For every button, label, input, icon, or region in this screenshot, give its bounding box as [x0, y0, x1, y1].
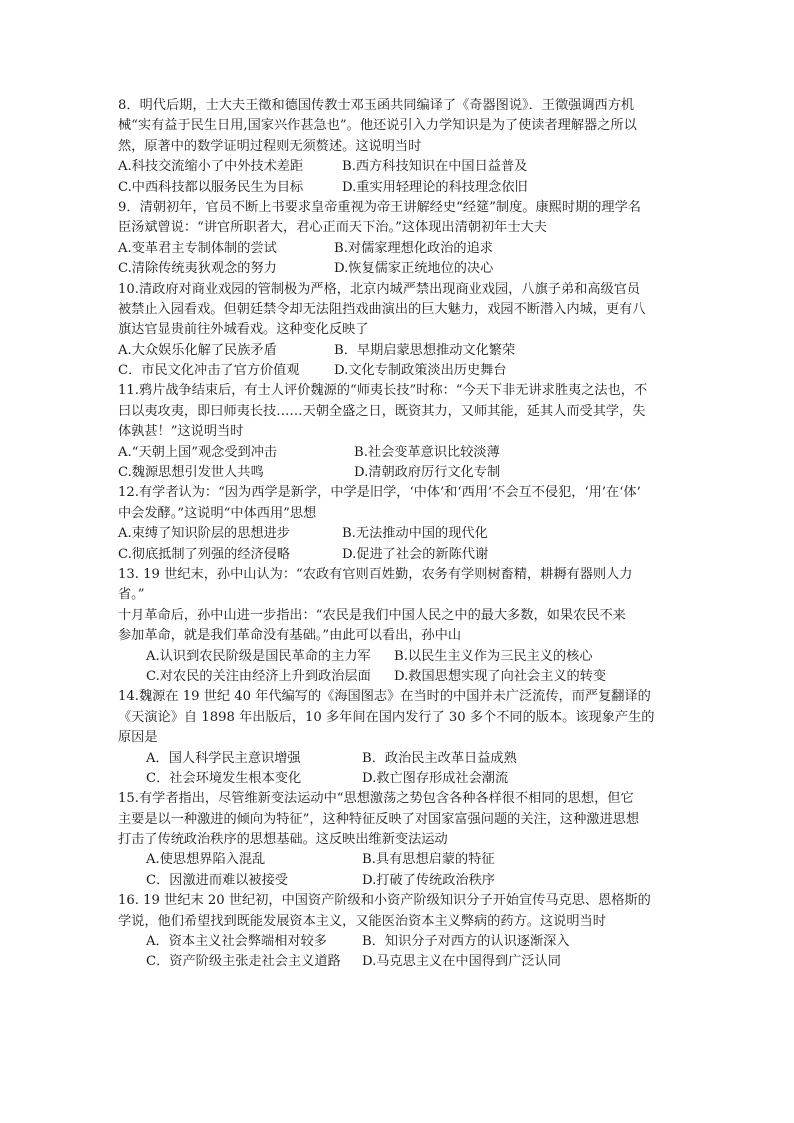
question-10-stem-line: 被禁止入园看戏。但朝廷禁令却无法阻挡戏曲演出的巨大魅力，戏园不断潜入内城，更有八 [118, 301, 646, 317]
question-14-option-b: B．政治民主改革日益成熟 [362, 750, 517, 766]
question-15-options-row [118, 850, 678, 870]
question-14 [118, 687, 678, 789]
question-8-option-d: D.重实用轻理论的科技理念依旧 [342, 179, 528, 195]
question-10-options-row [118, 361, 678, 381]
question-16-options-row [118, 932, 678, 952]
question-12 [118, 483, 678, 565]
question-9-options-row [118, 259, 678, 279]
question-11-options-row [118, 443, 678, 463]
question-10-option-c: C．市民文化冲击了官方价值观 [118, 363, 300, 379]
question-12-option-c: C.彻底抵制了列强的经济侵略 [118, 546, 291, 562]
question-16-options-row [118, 952, 678, 972]
exam-page [118, 96, 678, 973]
question-10-stem-line: 旗达官显贵前往外城看戏。这种变化反映了 [118, 322, 369, 338]
question-9-stem-line: 臣汤斌曾说：“讲官所职者大，君心正而天下治。”这体现出清朝初年士大夫 [118, 220, 547, 236]
question-15-option-c: C．因激进而难以被接受 [146, 872, 288, 888]
question-12-options-row [118, 545, 678, 565]
question-13 [118, 565, 678, 687]
question-10-option-b: B．早期启蒙思想推动文化繁荣 [334, 342, 516, 358]
question-11-option-a: A.“天朝上国”观念受到冲击 [118, 444, 278, 460]
question-8 [118, 96, 678, 198]
question-14-stem-line: 原因是 [118, 730, 158, 746]
question-10-options-row [118, 341, 678, 361]
question-16-stem-line: 16. 19 世纪末 20 世纪初，中国资产阶级和小资产阶级知识分子开始宣传马克思、恩格斯的 [118, 893, 651, 909]
question-13-option-a: A.认识到农民阶级是国民革命的主力军 [146, 648, 371, 664]
question-9-option-d: D.恢复儒家正统地位的决心 [334, 261, 494, 277]
question-15-options-row [118, 871, 678, 891]
question-11-option-d: D.清朝政府厉行文化专制 [354, 465, 501, 481]
question-12-option-a: A.束缚了知识阶层的思想进步 [118, 526, 290, 542]
question-11-stem-line: 曰以夷攻夷，即曰师夷长技……天朝全盛之日，既资其力，又师其能，延其人而受其学，失 [118, 403, 646, 419]
question-13-option-b: B.以民生主义作为三民主义的核心 [394, 648, 593, 664]
question-14-options-row [118, 769, 678, 789]
question-12-option-d: D.促进了社会的新陈代谢 [342, 546, 489, 562]
question-15-stem-line: 打击了传统政治秩序的思想基础。这反映出维新变法运动 [118, 832, 448, 848]
question-9-option-a: A.变革君主专制体制的尝试 [118, 240, 277, 256]
question-14-options-row [118, 749, 678, 769]
question-13-stem-line: 13. 19 世纪末，孙中山认为：“农政有官则百姓勤，农务有学则树畜精，耕耨有器则人力 [118, 566, 633, 582]
question-8-option-c: C.中西科技都以服务民生为目标 [118, 179, 304, 195]
question-12-stem-line: 中会发酵。”这说明“中体西用”思想 [118, 505, 317, 521]
question-8-options-row [118, 178, 678, 198]
question-8-stem-line: 8．明代后期，士大夫王徵和德国传教士邓玉函共同编译了《奇器图说》．王徵强调西方机 [118, 98, 635, 113]
question-13-option-d: D.救国思想实现了向社会主义的转变 [394, 668, 607, 684]
question-8-option-b: B.西方科技知识在中国日益普及 [342, 159, 528, 175]
question-8-option-a: A.科技交流缩小了中外技术差距 [118, 159, 304, 175]
question-14-option-c: C．社会环境发生根本变化 [146, 770, 302, 786]
question-11-options-row [118, 463, 678, 483]
question-12-option-b: B.无法推动中国的现代化 [342, 526, 488, 542]
question-10 [118, 280, 678, 382]
question-14-stem-line: 《天演论》自 1898 年出版后，10 多年间在国内发行了 30 多个不同的版本。该现象产生的 [118, 709, 655, 725]
question-13-stem-line: 十月革命后，孙中山进一步指出：“农民是我们中国人民之中的最大多数，如果农民不来 [118, 607, 626, 623]
question-8-stem-line: 然，原著中的数学证明过程则无须赘述。这说明当时 [118, 138, 422, 154]
question-15-stem-line: 主要是以一种激进的倾向为特征”，这种特征反映了对国家富强问题的关注，这种激进思想 [118, 811, 640, 827]
question-15 [118, 789, 678, 891]
question-11-stem-line: 11.鸦片战争结束后，有士人评价魏源的“师夷长技”时称：“今天下非无讲求胜夷之法也，不 [118, 383, 648, 399]
question-10-option-a: A.大众娱乐化解了民族矛盾 [118, 342, 277, 358]
question-14-option-a: A．国人科学民主意识增强 [146, 750, 301, 766]
question-12-options-row [118, 524, 678, 544]
question-11 [118, 381, 678, 483]
question-9 [118, 198, 678, 280]
question-15-option-a: A.使思想界陷入混乱 [146, 852, 266, 868]
question-13-options-row [118, 667, 678, 687]
question-9-stem-line: 9．清朝初年，官员不断上书要求皇帝重视为帝王讲解经史“经筵”制度。康熙时期的理学名 [118, 199, 641, 215]
question-12-stem-line: 12.有学者认为：“因为西学是新学，中学是旧学，‘中体’和‘西用’不会互不侵犯，‘用’在‘体’ [118, 485, 641, 501]
question-16-stem-line: 学说，他们希望找到既能发展资本主义，又能医治资本主义弊病的药方。这说明当时 [118, 913, 606, 929]
question-11-stem-line: 体孰甚！”这说明当时 [118, 424, 244, 440]
question-16-option-b: B．知识分子对西方的认识逐渐深入 [362, 934, 570, 950]
question-16-option-d: D.马克思主义在中国得到广泛认同 [362, 954, 561, 970]
question-13-stem-line: 省。” [118, 587, 145, 603]
question-10-option-d: D.文化专制政策淡出历史舞台 [334, 363, 507, 379]
question-9-option-c: C.清除传统夷狄观念的努力 [118, 261, 277, 277]
question-13-option-c: C.对农民的关注由经济上升到政治层面 [146, 668, 371, 684]
question-14-option-d: D.救亡图存形成社会潮流 [362, 770, 509, 786]
question-16 [118, 891, 678, 973]
question-11-option-b: B.社会变革意识比较淡薄 [354, 444, 500, 460]
question-9-option-b: B.对儒家理想化政治的追求 [334, 240, 493, 256]
question-15-stem-line: 15.有学者指出，尽管维新变法运动中“思想激荡之势包含各种各样很不相同的思想，但它 [118, 791, 634, 807]
question-15-option-b: B.具有思想启蒙的特征 [362, 852, 495, 868]
question-16-option-c: C．资产阶级主张走社会主义道路 [146, 954, 341, 970]
question-15-option-d: D.打破了传统政治秩序 [362, 872, 495, 888]
question-9-options-row [118, 239, 678, 259]
question-16-option-a: A．资本主义社会弊端相对较多 [146, 934, 327, 950]
question-11-option-c: C.魏源思想引发世人共鸣 [118, 465, 264, 481]
question-13-options-row [118, 647, 678, 667]
question-10-stem-line: 10.清政府对商业戏园的管制极为严格，北京内城严禁出现商业戏园，八旗子弟和高级官员 [118, 281, 641, 297]
question-8-options-row [118, 157, 678, 177]
question-14-stem-line: 14.魏源在 19 世纪 40 年代编写的《海国图志》在当时的中国并未广泛流传，而严复翻译的 [118, 689, 651, 705]
question-8-stem-line: 械“实有益于民生日用,国家兴作甚急也”。他还说引入力学知识是为了使读者理解器之所以 [118, 118, 637, 134]
question-13-stem-line: 参加革命，就是我们革命没有基础。”由此可以看出，孙中山 [118, 628, 462, 644]
